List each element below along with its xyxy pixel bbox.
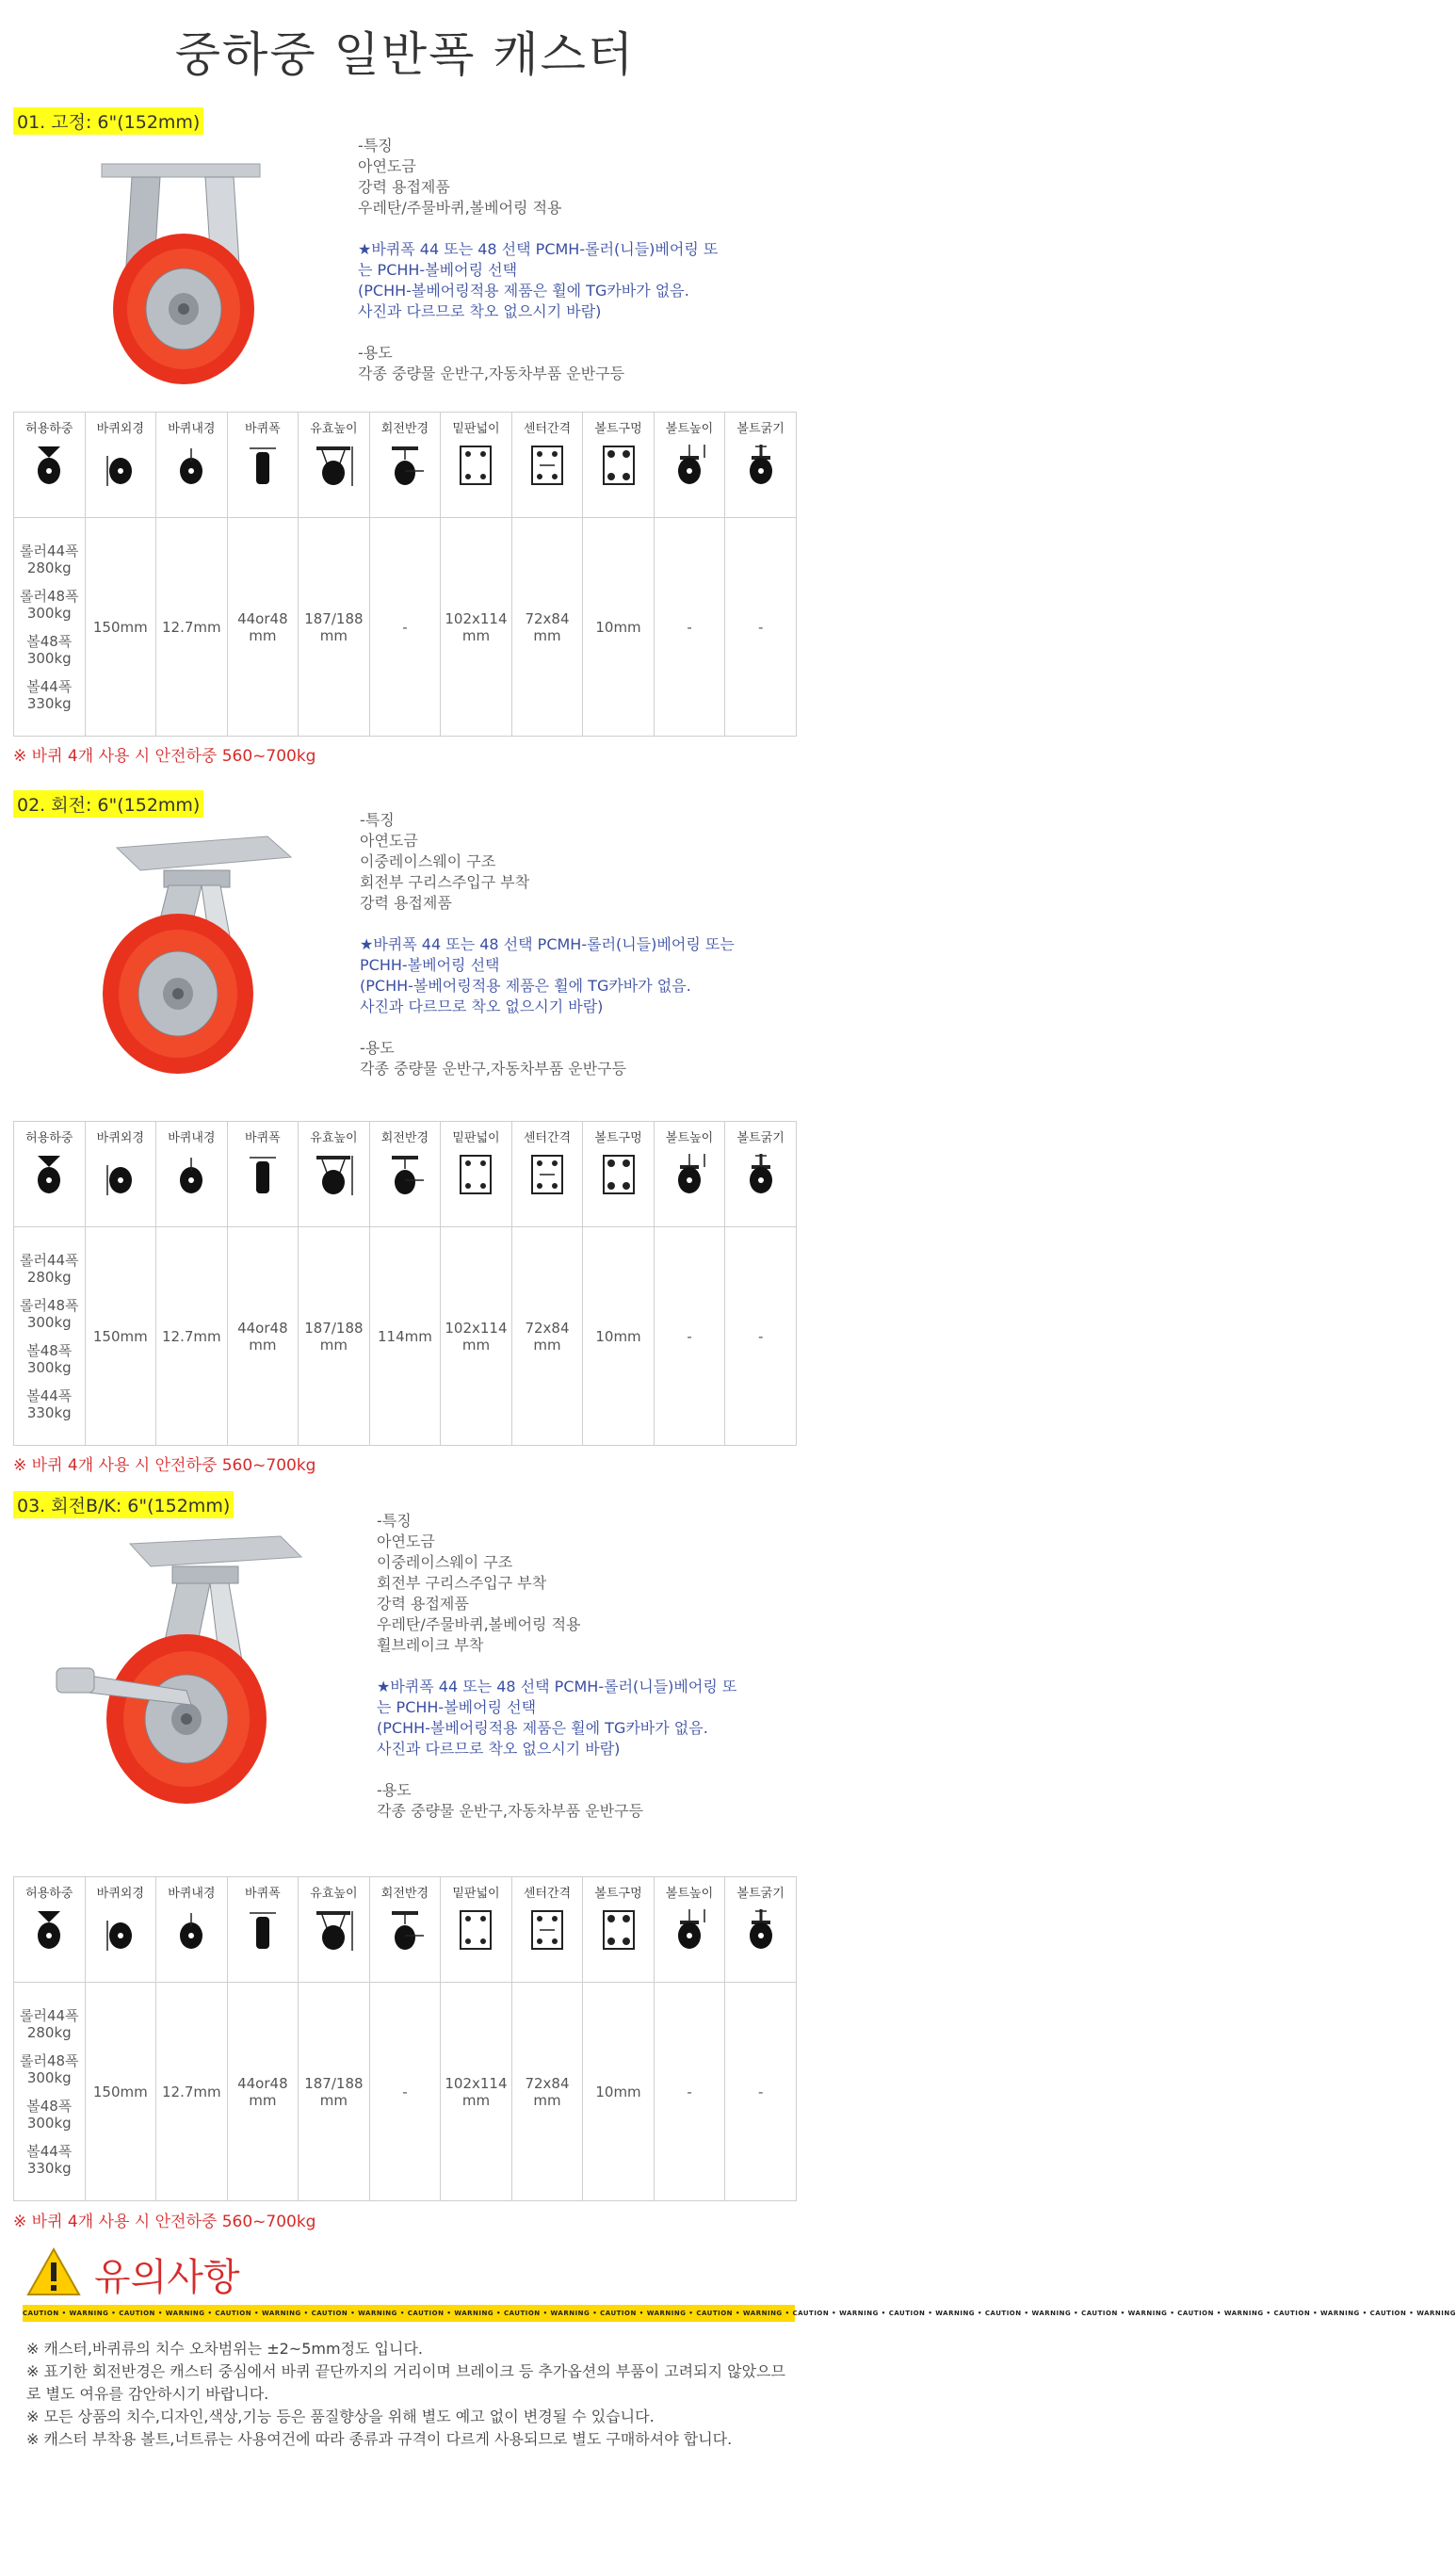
spec-header bbox=[583, 1877, 655, 1983]
spec-header bbox=[156, 413, 228, 518]
usage-line: 각종 중량물 운반구,자동차부품 운반구등 bbox=[358, 365, 625, 382]
option-line: ★바퀴폭 44 또는 48 선택 PCMH-롤러(니들)베어링 또 bbox=[377, 1678, 737, 1695]
spec-value-row bbox=[14, 1983, 797, 2201]
spec-header bbox=[654, 413, 725, 518]
load-label: 볼48폭 bbox=[26, 1341, 73, 1359]
spec-value: 114mm bbox=[369, 1227, 441, 1446]
spec-header-label: 센터간격 bbox=[523, 422, 572, 436]
bolt-height-icon bbox=[655, 1907, 725, 1953]
wheel-width-icon bbox=[228, 443, 299, 488]
spec-value: 72x84 mm bbox=[511, 518, 583, 737]
wheel-width-icon bbox=[228, 1152, 299, 1197]
bolt-thickness-icon bbox=[725, 1907, 796, 1953]
spec-value: 102x114 mm bbox=[441, 518, 512, 737]
spec-value: 44or48 mm bbox=[227, 1983, 299, 2201]
spec-header bbox=[85, 1122, 156, 1227]
bolt-thickness-icon bbox=[725, 443, 796, 488]
feature-line: 이중레이스웨이 구조 bbox=[377, 1553, 513, 1571]
option-line: 는 PCHH-볼베어링 선택 bbox=[358, 261, 518, 279]
spec-header bbox=[511, 1877, 583, 1983]
height-icon bbox=[299, 1907, 369, 1953]
feature-line: 우레탄/주물바퀴,볼베어링 적용 bbox=[377, 1615, 581, 1633]
caution-note: ※ 캐스터 부착용 볼트,너트류는 사용여건에 따라 종류과 규격이 다르게 사용되므로 별도 구매하셔야 합니다. bbox=[26, 2430, 733, 2448]
load-label: 볼44폭 bbox=[26, 2142, 73, 2160]
caution-notes bbox=[26, 2338, 789, 2451]
spec-header-label: 볼트구멍 bbox=[594, 1887, 642, 1901]
wheel-od-icon bbox=[86, 1907, 156, 1953]
load-cell bbox=[14, 1227, 86, 1446]
feature-line: 강력 용접제품 bbox=[358, 178, 450, 196]
feature-line: 아연도금 bbox=[360, 832, 418, 850]
load-icon bbox=[14, 1152, 85, 1197]
load-label: 볼44폭 bbox=[26, 1386, 73, 1404]
spec-header-label: 볼트굵기 bbox=[736, 1887, 785, 1901]
load-value: 280kg bbox=[26, 2023, 72, 2041]
spec-value: 150mm bbox=[85, 518, 156, 737]
spec-value: 150mm bbox=[85, 1983, 156, 2201]
spec-header bbox=[441, 1122, 512, 1227]
feature-line: 이중레이스웨이 구조 bbox=[360, 852, 496, 870]
load-label: 롤러44폭 bbox=[19, 542, 79, 559]
height-icon bbox=[299, 1152, 369, 1197]
spec-value: - bbox=[654, 518, 725, 737]
feature-line: -특징 bbox=[358, 137, 393, 154]
spec-header bbox=[14, 1122, 86, 1227]
spec-value: 12.7mm bbox=[156, 518, 228, 737]
load-value: 300kg bbox=[26, 2114, 72, 2132]
spec-value: - bbox=[654, 1983, 725, 2201]
feature-line: 우레탄/주물바퀴,볼베어링 적용 bbox=[358, 199, 562, 217]
spec-value: 12.7mm bbox=[156, 1983, 228, 2201]
load-value: 300kg bbox=[26, 1358, 72, 1376]
spec-header bbox=[583, 1122, 655, 1227]
load-label: 롤러48폭 bbox=[19, 587, 79, 605]
spec-header bbox=[369, 413, 441, 518]
feature-text bbox=[377, 1511, 736, 1822]
spec-value: - bbox=[725, 1227, 797, 1446]
spec-header bbox=[441, 413, 512, 518]
page-title: 중하중 일반폭 캐스터 bbox=[174, 27, 636, 82]
load-label: 롤러48폭 bbox=[19, 1296, 79, 1314]
option-line: 사진과 다르므로 착오 없으시기 바람) bbox=[358, 302, 602, 320]
spec-value: 72x84 mm bbox=[511, 1983, 583, 2201]
safe-load-note: ※ 바퀴 4개 사용 시 안전하중 560~700kg bbox=[13, 747, 316, 766]
bolt-hole-icon bbox=[583, 443, 654, 488]
load-icon bbox=[14, 1907, 85, 1953]
load-label: 롤러44폭 bbox=[19, 2006, 79, 2024]
load-value: 330kg bbox=[26, 694, 72, 712]
feature-line: 강력 용접제품 bbox=[377, 1595, 469, 1613]
bolt-height-icon bbox=[655, 443, 725, 488]
spec-header-label: 볼트높이 bbox=[665, 422, 714, 436]
safe-load-note: ※ 바퀴 4개 사용 시 안전하중 560~700kg bbox=[13, 1456, 316, 1475]
fixed-caster-image bbox=[94, 158, 273, 389]
feature-line: -특징 bbox=[360, 811, 395, 829]
spec-header-label: 바퀴외경 bbox=[96, 1887, 144, 1901]
spec-header-label: 회전반경 bbox=[380, 422, 429, 436]
feature-line: 회전부 구리스주입구 부착 bbox=[360, 873, 530, 891]
spec-value: - bbox=[369, 518, 441, 737]
load-label: 볼48폭 bbox=[26, 2097, 73, 2115]
load-value: 300kg bbox=[26, 1313, 72, 1331]
spec-header-label: 밑판넓이 bbox=[452, 1887, 500, 1901]
spec-header-label: 볼트높이 bbox=[665, 1131, 714, 1145]
spec-header bbox=[85, 1877, 156, 1983]
load-label: 롤러44폭 bbox=[19, 1251, 79, 1269]
bolt-hole-icon bbox=[583, 1152, 654, 1197]
spec-header bbox=[583, 413, 655, 518]
center-spacing-icon bbox=[512, 1152, 583, 1197]
warning-icon bbox=[26, 2247, 81, 2296]
spec-header bbox=[654, 1877, 725, 1983]
spec-value: 12.7mm bbox=[156, 1227, 228, 1446]
spec-header-label: 센터간격 bbox=[523, 1131, 572, 1145]
feature-line: 아연도금 bbox=[358, 157, 416, 175]
spec-header-label: 바퀴외경 bbox=[96, 1131, 144, 1145]
usage-line: -용도 bbox=[358, 344, 393, 362]
wheel-width-icon bbox=[228, 1907, 299, 1953]
bolt-hole-icon bbox=[583, 1907, 654, 1953]
load-value: 330kg bbox=[26, 2159, 72, 2177]
feature-line: 아연도금 bbox=[377, 1532, 435, 1550]
spec-header bbox=[511, 413, 583, 518]
feature-line: -특징 bbox=[377, 1512, 412, 1530]
section-heading: 01. 고정: 6"(152mm) bbox=[13, 107, 203, 135]
spec-header-label: 바퀴내경 bbox=[168, 1887, 216, 1901]
center-spacing-icon bbox=[512, 443, 583, 488]
swivel-caster-image bbox=[79, 829, 296, 1078]
spec-value: - bbox=[369, 1983, 441, 2201]
plate-size-icon bbox=[441, 1152, 511, 1197]
spec-header bbox=[299, 1877, 370, 1983]
usage-line: -용도 bbox=[360, 1039, 395, 1057]
load-label: 롤러48폭 bbox=[19, 2051, 79, 2069]
spec-header bbox=[14, 1877, 86, 1983]
spec-value-row bbox=[14, 518, 797, 737]
spec-header bbox=[85, 413, 156, 518]
spec-table bbox=[13, 1876, 797, 2201]
spec-header-label: 허용하중 bbox=[25, 1131, 73, 1145]
bolt-height-icon bbox=[655, 1152, 725, 1197]
load-value: 300kg bbox=[26, 649, 72, 667]
option-line: PCHH-볼베어링 선택 bbox=[360, 956, 500, 974]
load-value: 300kg bbox=[26, 2068, 72, 2086]
spec-header-label: 바퀴폭 bbox=[245, 1131, 281, 1145]
spec-header-label: 허용하중 bbox=[25, 1887, 73, 1901]
spec-value: 44or48 mm bbox=[227, 1227, 299, 1446]
caution-title: 유의사항 bbox=[94, 2256, 240, 2299]
spec-header-label: 볼트높이 bbox=[665, 1887, 714, 1901]
spec-header bbox=[227, 413, 299, 518]
load-icon bbox=[14, 443, 85, 488]
swivel-radius-icon bbox=[370, 1152, 441, 1197]
load-label: 볼48폭 bbox=[26, 632, 73, 650]
spec-header-row bbox=[14, 1877, 797, 1983]
option-line: (PCHH-볼베어링적용 제품은 휠에 TG카바가 없음. bbox=[360, 977, 691, 995]
spec-header-label: 바퀴외경 bbox=[96, 422, 144, 436]
spec-value: 10mm bbox=[583, 1227, 655, 1446]
spec-value: 187/188 mm bbox=[299, 518, 370, 737]
spec-value: - bbox=[654, 1227, 725, 1446]
spec-value: - bbox=[725, 1983, 797, 2201]
spec-value-row bbox=[14, 1227, 797, 1446]
feature-text bbox=[360, 810, 735, 1079]
spec-value: 187/188 mm bbox=[299, 1983, 370, 2201]
spec-value: 187/188 mm bbox=[299, 1227, 370, 1446]
spec-value: 10mm bbox=[583, 1983, 655, 2201]
plate-size-icon bbox=[441, 443, 511, 488]
spec-header-label: 유효높이 bbox=[310, 422, 358, 436]
spec-value: 150mm bbox=[85, 1227, 156, 1446]
spec-value: 102x114 mm bbox=[441, 1983, 512, 2201]
feature-line: 강력 용접제품 bbox=[360, 894, 452, 912]
spec-header bbox=[654, 1122, 725, 1227]
spec-table bbox=[13, 1121, 797, 1446]
wheel-id-icon bbox=[156, 1152, 227, 1197]
feature-line: 휠브레이크 부착 bbox=[377, 1636, 484, 1654]
spec-header bbox=[511, 1122, 583, 1227]
spec-header-row bbox=[14, 1122, 797, 1227]
swivel-radius-icon bbox=[370, 1907, 441, 1953]
wheel-od-icon bbox=[86, 443, 156, 488]
load-cell bbox=[14, 518, 86, 737]
spec-value: 10mm bbox=[583, 518, 655, 737]
safe-load-note: ※ 바퀴 4개 사용 시 안전하중 560~700kg bbox=[13, 2213, 316, 2231]
feature-text bbox=[358, 136, 718, 384]
spec-header bbox=[369, 1122, 441, 1227]
spec-header bbox=[227, 1877, 299, 1983]
spec-header bbox=[14, 413, 86, 518]
caution-tape: CAUTION • WARNING • CAUTION • WARNING • CAUTION • WARNING • CAUTION • WARNING • CAUTION • WARNING • CAUTION • WARNING • CAUTION • WARNING • CAUTION • WARNING • CAUTION • WARNING • CAUTION • WARNING • CAUTION • WARNING • CAUTION • WARNING • CAUTION • WARNING • CAUTION • WARNING • CAUTION • WARNING bbox=[23, 2305, 795, 2322]
wheel-id-icon bbox=[156, 443, 227, 488]
spec-header bbox=[725, 1877, 797, 1983]
spec-header-label: 볼트굵기 bbox=[736, 422, 785, 436]
usage-line: 각종 중량물 운반구,자동차부품 운반구등 bbox=[377, 1802, 644, 1820]
center-spacing-icon bbox=[512, 1907, 583, 1953]
spec-value: 72x84 mm bbox=[511, 1227, 583, 1446]
spec-header bbox=[156, 1122, 228, 1227]
section-heading: 03. 회전B/K: 6"(152mm) bbox=[13, 1491, 234, 1518]
spec-header-label: 허용하중 bbox=[25, 422, 73, 436]
spec-header-label: 유효높이 bbox=[310, 1887, 358, 1901]
caution-note: ※ 표기한 회전반경은 캐스터 중심에서 바퀴 끝단까지의 거리이며 브레이크 등 추가옵션의 부품이 고려되지 않았으므로 별도 여유를 감안하시기 바랍니다. bbox=[26, 2362, 785, 2403]
spec-header-row bbox=[14, 413, 797, 518]
spec-header-label: 밑판넓이 bbox=[452, 1131, 500, 1145]
spec-header bbox=[369, 1877, 441, 1983]
spec-header-label: 볼트구멍 bbox=[594, 422, 642, 436]
swivel-brake-caster-image bbox=[45, 1531, 328, 1813]
load-label: 볼44폭 bbox=[26, 677, 73, 695]
usage-line: 각종 중량물 운반구,자동차부품 운반구등 bbox=[360, 1060, 627, 1078]
option-line: (PCHH-볼베어링적용 제품은 휠에 TG카바가 없음. bbox=[377, 1719, 708, 1737]
spec-header-label: 센터간격 bbox=[523, 1887, 572, 1901]
option-line: 사진과 다르므로 착오 없으시기 바람) bbox=[360, 997, 604, 1015]
caution-note: ※ 모든 상품의 치수,디자인,색상,기능 등은 품질향상을 위해 별도 예고 없이 변경될 수 있습니다. bbox=[26, 2408, 655, 2425]
spec-header bbox=[441, 1877, 512, 1983]
bolt-thickness-icon bbox=[725, 1152, 796, 1197]
spec-header-label: 밑판넓이 bbox=[452, 422, 500, 436]
option-line: 사진과 다르므로 착오 없으시기 바람) bbox=[377, 1740, 621, 1758]
section-heading: 02. 회전: 6"(152mm) bbox=[13, 790, 203, 818]
feature-line: 회전부 구리스주입구 부착 bbox=[377, 1574, 547, 1592]
option-line: 는 PCHH-볼베어링 선택 bbox=[377, 1698, 537, 1716]
load-value: 330kg bbox=[26, 1403, 72, 1421]
spec-header-label: 바퀴폭 bbox=[245, 1887, 281, 1901]
usage-line: -용도 bbox=[377, 1781, 412, 1799]
spec-header-label: 볼트굵기 bbox=[736, 1131, 785, 1145]
option-line: ★바퀴폭 44 또는 48 선택 PCMH-롤러(니들)베어링 또 bbox=[358, 240, 719, 258]
spec-header-label: 회전반경 bbox=[380, 1887, 429, 1901]
spec-table bbox=[13, 412, 797, 737]
spec-header-label: 볼트구멍 bbox=[594, 1131, 642, 1145]
spec-value: 102x114 mm bbox=[441, 1227, 512, 1446]
load-value: 280kg bbox=[26, 1268, 72, 1286]
load-value: 300kg bbox=[26, 604, 72, 622]
swivel-radius-icon bbox=[370, 443, 441, 488]
spec-header bbox=[299, 1122, 370, 1227]
plate-size-icon bbox=[441, 1907, 511, 1953]
wheel-od-icon bbox=[86, 1152, 156, 1197]
spec-header-label: 바퀴내경 bbox=[168, 1131, 216, 1145]
spec-header bbox=[725, 1122, 797, 1227]
spec-header bbox=[227, 1122, 299, 1227]
spec-value: 44or48 mm bbox=[227, 518, 299, 737]
spec-header-label: 바퀴폭 bbox=[245, 422, 281, 436]
load-value: 280kg bbox=[26, 559, 72, 576]
load-cell bbox=[14, 1983, 86, 2201]
spec-header-label: 회전반경 bbox=[380, 1131, 429, 1145]
height-icon bbox=[299, 443, 369, 488]
option-line: ★바퀴폭 44 또는 48 선택 PCMH-롤러(니들)베어링 또는 bbox=[360, 935, 735, 953]
spec-header bbox=[725, 413, 797, 518]
wheel-id-icon bbox=[156, 1907, 227, 1953]
spec-header bbox=[156, 1877, 228, 1983]
spec-value: - bbox=[725, 518, 797, 737]
spec-header-label: 바퀴내경 bbox=[168, 422, 216, 436]
spec-header bbox=[299, 413, 370, 518]
caution-note: ※ 캐스터,바퀴류의 치수 오차범위는 ±2~5mm정도 입니다. bbox=[26, 2340, 424, 2358]
option-line: (PCHH-볼베어링적용 제품은 휠에 TG카바가 없음. bbox=[358, 282, 689, 300]
spec-header-label: 유효높이 bbox=[310, 1131, 358, 1145]
